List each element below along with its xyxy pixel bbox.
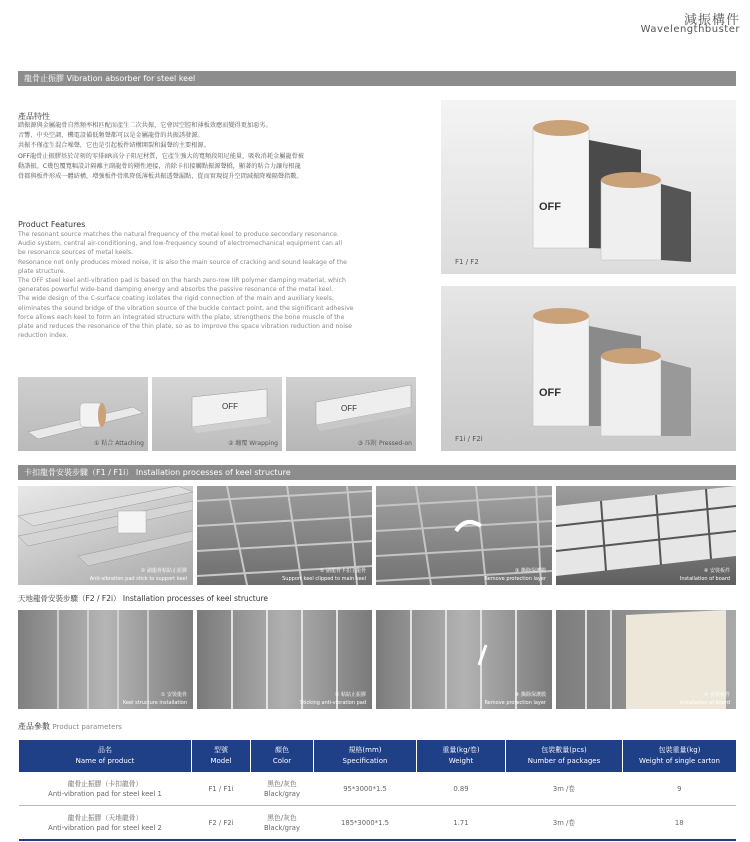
section-band-vibration-absorber: 龍骨止振膠 Vibration absorber for steel keel — [18, 71, 736, 86]
photo-wrapping — [152, 377, 282, 451]
params-title — [18, 721, 122, 732]
features-cn-line: OFF龍骨止振膠基於苛刻的零排IIR高分子阻尼材質，它產生強大的寬頻段阻尼能量，吸收消耗金屬龍骨被 — [18, 152, 304, 160]
product-rolls-illustration — [441, 286, 736, 451]
features-en-line: be resonance sources of metal keels. — [18, 249, 134, 257]
product-photo-f1i-f2i — [441, 286, 736, 451]
cell-color: 黑色/灰色 Black/gray — [251, 806, 314, 841]
features-cn-line: 音響、中央空調、機電設備低頻聲都可以是金屬龍骨的共振誘發源。 — [18, 132, 204, 140]
step-caption-en: Anti-vibration pad stick to support keel — [89, 576, 187, 582]
section-heading-floor-keel: 天地龍骨安裝步驟（F2 / F2i） Installation processes of keel structure — [18, 594, 269, 603]
product-rolls-illustration — [441, 100, 736, 274]
header-title-en: Wavelengthbuster — [640, 24, 740, 35]
step-caption-cn: ② 副龍骨卡扣主龍骨 — [319, 568, 366, 574]
cell-carton: 9 — [623, 772, 737, 806]
col-header: 顏色 Color — [251, 740, 314, 772]
step3-tile — [376, 486, 552, 585]
cell-weight: 1.71 — [417, 806, 506, 841]
cell-model: F1 / F1i — [192, 772, 251, 806]
photo-pressed-on — [286, 377, 416, 451]
features-en-line: The OFF steel keel anti-vibration pad is based on the harsh zero-row IIR polymer damping material, which — [18, 277, 346, 285]
features-cn-line: 骨都與板件形成一體結構，增強板件骨肌降低薄板共振透聲漏點，從而實現提升空間減振降噪隔聲指數。 — [18, 173, 303, 181]
cell-spec: 95*3000*1.5 — [314, 772, 417, 806]
step2-tile — [197, 486, 372, 585]
cell-spec: 185*3000*1.5 — [314, 806, 417, 841]
step-caption-cn: ② 粘貼止振膠 — [334, 692, 366, 698]
photo-caption: ② 纏覆 Wrapping — [228, 440, 278, 447]
features-cn-line: 動諧振。C幾包覆寬幅設計隔離主副龍骨的剛性連接，消除卡扣接觸點振源聲橋，顯著的粘合力讓每根龍 — [18, 162, 301, 170]
step-caption-en: Installation of board — [679, 576, 730, 582]
cell-name: 龍骨止振膠（天地龍骨） Anti-vibration pad for steel keel 2 — [19, 806, 192, 841]
table-row — [19, 772, 737, 806]
step-caption-cn: ④ 安裝板件 — [703, 568, 730, 574]
photo-caption: F1 / F2 — [455, 258, 479, 266]
step-caption-cn: ③ 撕除保護膜 — [514, 568, 546, 574]
features-cn-line: 共振不僅產生混合噪聲，它也是引起板件結構開裂和漏聲的主要根源。 — [18, 142, 210, 150]
photo-caption: ③ 压附 Pressed-on — [357, 440, 412, 447]
step-caption-en: Remove protection layer — [484, 576, 546, 582]
features-en-line: eliminates the sound bridge of the vibration source of the buckle contact point, and the significant adhesive — [18, 304, 354, 312]
features-en-heading: Product Features — [18, 220, 86, 229]
col-header: 型號 Model — [192, 740, 251, 772]
svg-text:OFF: OFF — [539, 387, 561, 399]
product-parameters-table — [18, 740, 736, 841]
features-en-text — [18, 230, 418, 340]
step2-2-tile — [197, 610, 372, 709]
step-caption-en: Keel structure installation — [122, 700, 187, 706]
header-title-cn: 減振構件 — [683, 13, 740, 28]
cell-weight: 0.89 — [417, 772, 506, 806]
features-en-line: Resonance not only produces mixed noise, it is also the main source of cracking and sound leakage of the — [18, 258, 347, 266]
features-en-line: The resonant source matches the natural frequency of the metal keel to produce secondary resonance. — [18, 231, 339, 238]
cell-packages: 3m /卷 — [506, 772, 623, 806]
features-en-line: The wide design of the C-surface coating isolates the rigid connection of the main and auxiliary keels, — [18, 295, 334, 303]
table-row — [19, 806, 737, 841]
step-caption-cn: ④ 安裝板件 — [703, 692, 730, 698]
svg-text:OFF: OFF — [539, 201, 561, 213]
step-caption-en: Sticking anti-vibration pad — [300, 700, 366, 706]
photo-caption: F1i / F2i — [455, 435, 483, 443]
col-header: 包裝數量(pcs) Number of packages — [506, 740, 623, 772]
features-en-line: Audio system, central air-conditioning, and low-frequency sound of electromechanical equipment can all — [18, 240, 343, 248]
cell-packages: 3m /卷 — [506, 806, 623, 841]
section-band-clip-keel: 卡扣龍骨安裝步驟（F1 / F1i） Installation processes of keel structure — [18, 465, 736, 480]
features-en-line: plate and reduces the resonance of the thin plate, so as to improve the space vibration reduction and noise — [18, 323, 352, 331]
cell-name: 龍骨止振膠（卡扣龍骨） Anti-vibration pad for steel keel 1 — [19, 772, 192, 806]
features-en-line: generates powerful wide-band damping energy and absorbs the passive resonance of the metal keel. — [18, 286, 334, 294]
cell-color: 黑色/灰色 Black/gray — [251, 772, 314, 806]
table-header-row — [19, 740, 737, 772]
step4-tile — [556, 486, 736, 585]
step2-1-tile — [18, 610, 193, 709]
col-header: 規格(mm) Specification — [314, 740, 417, 772]
cell-model: F2 / F2i — [192, 806, 251, 841]
features-cn-text — [18, 121, 418, 182]
step-caption-en: Support keel clipped to main keel — [282, 576, 366, 582]
step-caption-en: Installation of board — [679, 700, 730, 706]
step-caption-cn: ③ 撕除保護膜 — [514, 692, 546, 698]
features-en-line: reduction index. — [18, 332, 69, 340]
svg-text:OFF: OFF — [222, 402, 238, 411]
svg-text:OFF: OFF — [341, 404, 357, 413]
features-en-line: force allows each keel to form an integrated structure with the plate, strengthens the bone muscle of the — [18, 313, 345, 321]
col-header: 包裝重量(kg) Weight of single carton — [623, 740, 737, 772]
cell-carton: 18 — [623, 806, 737, 841]
step-caption-en: Remove protection layer — [484, 700, 546, 706]
step1-tile — [18, 486, 193, 585]
params-title-en: Product parameters — [52, 723, 122, 731]
step2-4-tile — [556, 610, 736, 709]
photo-attaching — [18, 377, 148, 451]
product-photo-f1-f2 — [441, 100, 736, 274]
step-caption-cn: ① 副龍骨粘貼止振膠 — [140, 568, 187, 574]
features-en-line: plate structure. — [18, 267, 66, 275]
step2-3-tile — [376, 610, 552, 709]
params-title-cn: 產品參數 — [18, 722, 50, 731]
photo-caption: ① 粘合 Attaching — [94, 440, 144, 447]
features-cn-line: 踏振源與金屬龍骨自然頻率相匹配而產生二次共振，它會因空腔和薄板效應而變得更加惡劣。 — [18, 122, 272, 129]
step-caption-cn: ① 安裝龍骨 — [160, 692, 187, 698]
col-header: 重量(kg/卷) Weight — [417, 740, 506, 772]
features-cn-heading: 產品特性 — [18, 112, 50, 121]
col-header: 品名 Name of product — [19, 740, 192, 772]
